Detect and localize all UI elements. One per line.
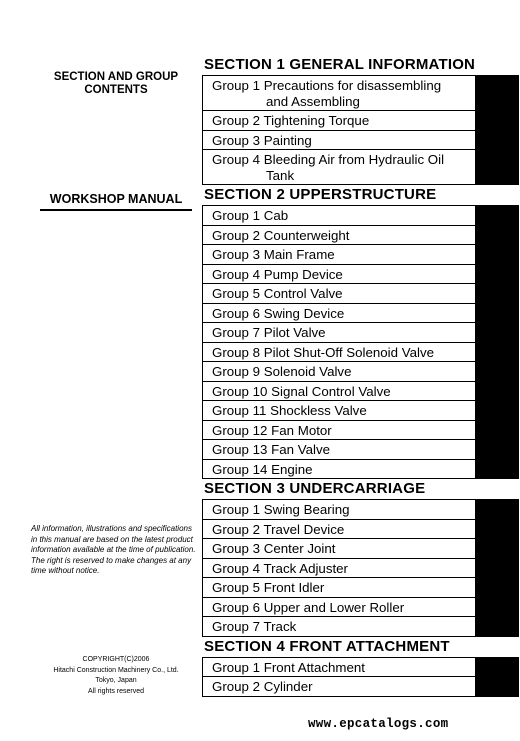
black-index-tab — [476, 598, 519, 617]
group-label: Group 3 Main Frame — [212, 247, 335, 262]
black-index-tab — [476, 500, 519, 519]
group-row[interactable] — [203, 150, 519, 184]
black-index-tab — [476, 323, 519, 342]
group-label: Group 2 Counterweight — [212, 227, 350, 243]
black-index-tab — [476, 578, 519, 597]
black-index-tab — [476, 658, 519, 677]
black-index-tab — [476, 401, 519, 420]
black-index-tab — [476, 111, 519, 130]
group-row[interactable] — [203, 401, 519, 421]
group-label: Group 5 Front Idler — [212, 580, 325, 595]
black-index-tab — [476, 421, 519, 440]
group-label: Group 8 Pilot Shut-Off Solenoid Valve — [212, 344, 434, 360]
group-row[interactable] — [203, 559, 519, 579]
black-index-tab — [476, 131, 519, 150]
group-list — [202, 75, 519, 185]
black-index-tab — [476, 226, 519, 245]
group-row[interactable] — [203, 206, 519, 226]
group-label: Group 2 Travel Device — [212, 521, 345, 537]
footer-url[interactable]: www.epcatalogs.com — [308, 717, 449, 731]
group-row[interactable] — [203, 440, 519, 460]
black-index-tab — [476, 382, 519, 401]
group-row[interactable] — [203, 343, 519, 363]
group-row[interactable] — [203, 382, 519, 402]
group-row[interactable] — [203, 304, 519, 324]
group-list — [202, 499, 519, 637]
black-index-tab — [476, 440, 519, 459]
group-label: Group 1 Front Attachment — [212, 659, 365, 675]
black-index-tab — [476, 539, 519, 558]
black-index-tab — [476, 677, 519, 696]
group-label: Group 4 Track Adjuster — [212, 560, 348, 576]
black-index-tab — [476, 343, 519, 362]
group-row[interactable] — [203, 265, 519, 285]
group-label: Group 1 Cab — [212, 208, 289, 223]
group-row[interactable] — [203, 578, 519, 598]
group-label: Group 13 Fan Valve — [212, 442, 331, 457]
black-index-tab — [476, 559, 519, 578]
group-label: Group 3 Painting — [212, 132, 312, 148]
group-row[interactable] — [203, 323, 519, 343]
black-index-tab — [476, 206, 519, 225]
group-label: Group 7 Pilot Valve — [212, 325, 326, 340]
group-label: Group 3 Center Joint — [212, 541, 336, 556]
group-label: Group 14 Engine — [212, 461, 313, 477]
group-label: Group 11 Shockless Valve — [212, 403, 367, 418]
black-index-tab — [476, 460, 519, 479]
group-row[interactable] — [203, 617, 519, 636]
group-label: Group 7 Track — [212, 619, 297, 634]
group-list — [202, 205, 519, 479]
group-label: Group 4 Bleeding Air from Hydraulic Oil — [212, 152, 445, 167]
section-title: SECTION 3 UNDERCARRIAGE — [204, 480, 426, 497]
contents-heading: SECTION AND GROUP CONTENTS — [53, 71, 179, 96]
group-row[interactable] — [203, 362, 519, 382]
group-label-continued: and Assembling — [266, 93, 360, 109]
group-label: Group 2 Tightening Torque — [212, 113, 370, 128]
group-list — [202, 657, 519, 697]
black-index-tab — [476, 362, 519, 381]
group-row[interactable] — [203, 111, 519, 131]
group-row[interactable] — [203, 598, 519, 618]
group-row[interactable] — [203, 284, 519, 304]
black-index-tab — [476, 520, 519, 539]
group-row[interactable] — [203, 539, 519, 559]
section-title: SECTION 4 FRONT ATTACHMENT — [204, 637, 450, 655]
group-label: Group 10 Signal Control Valve — [212, 383, 391, 399]
group-row[interactable] — [203, 76, 519, 111]
black-index-tab — [476, 265, 519, 284]
group-label: Group 12 Fan Motor — [212, 422, 332, 438]
group-label: Group 6 Swing Device — [212, 305, 345, 321]
black-index-tab — [476, 617, 519, 636]
section-title: SECTION 1 GENERAL INFORMATION — [204, 56, 476, 73]
table-of-contents — [202, 55, 520, 697]
group-label: Group 5 Control Valve — [212, 286, 343, 301]
disclaimer-notice: All information, illustrations and specifications in this manual are based on the latest product information available at the time of publication. The right is reserved to make changes at any time without notice. — [31, 524, 196, 575]
group-row[interactable] — [203, 131, 519, 151]
manual-title: WORKSHOP MANUAL — [40, 192, 192, 211]
group-row[interactable] — [203, 677, 519, 696]
black-index-tab — [476, 245, 519, 264]
group-row[interactable] — [203, 460, 519, 479]
black-index-tab — [476, 284, 519, 303]
group-row[interactable] — [203, 245, 519, 265]
copyright-notice: COPYRIGHT(C)2006 Hitachi Construction Machinery Co., Ltd. Tokyo, Japan All rights reserved — [53, 656, 179, 695]
group-label-continued: Tank — [266, 167, 295, 183]
group-label: Group 9 Solenoid Valve — [212, 364, 352, 379]
group-row[interactable] — [203, 421, 519, 441]
group-label: Group 1 Precautions for disassembling — [212, 78, 442, 93]
group-row[interactable] — [203, 520, 519, 540]
section-title: SECTION 2 UPPERSTRUCTURE — [204, 186, 437, 203]
black-index-tab — [476, 150, 519, 184]
group-label: Group 2 Cylinder — [212, 679, 313, 694]
group-label: Group 6 Upper and Lower Roller — [212, 599, 405, 615]
group-label: Group 1 Swing Bearing — [212, 502, 350, 517]
group-row[interactable] — [203, 658, 519, 678]
group-row[interactable] — [203, 226, 519, 246]
group-label: Group 4 Pump Device — [212, 266, 343, 282]
black-index-tab — [476, 76, 519, 110]
group-row[interactable] — [203, 500, 519, 520]
black-index-tab — [476, 304, 519, 323]
